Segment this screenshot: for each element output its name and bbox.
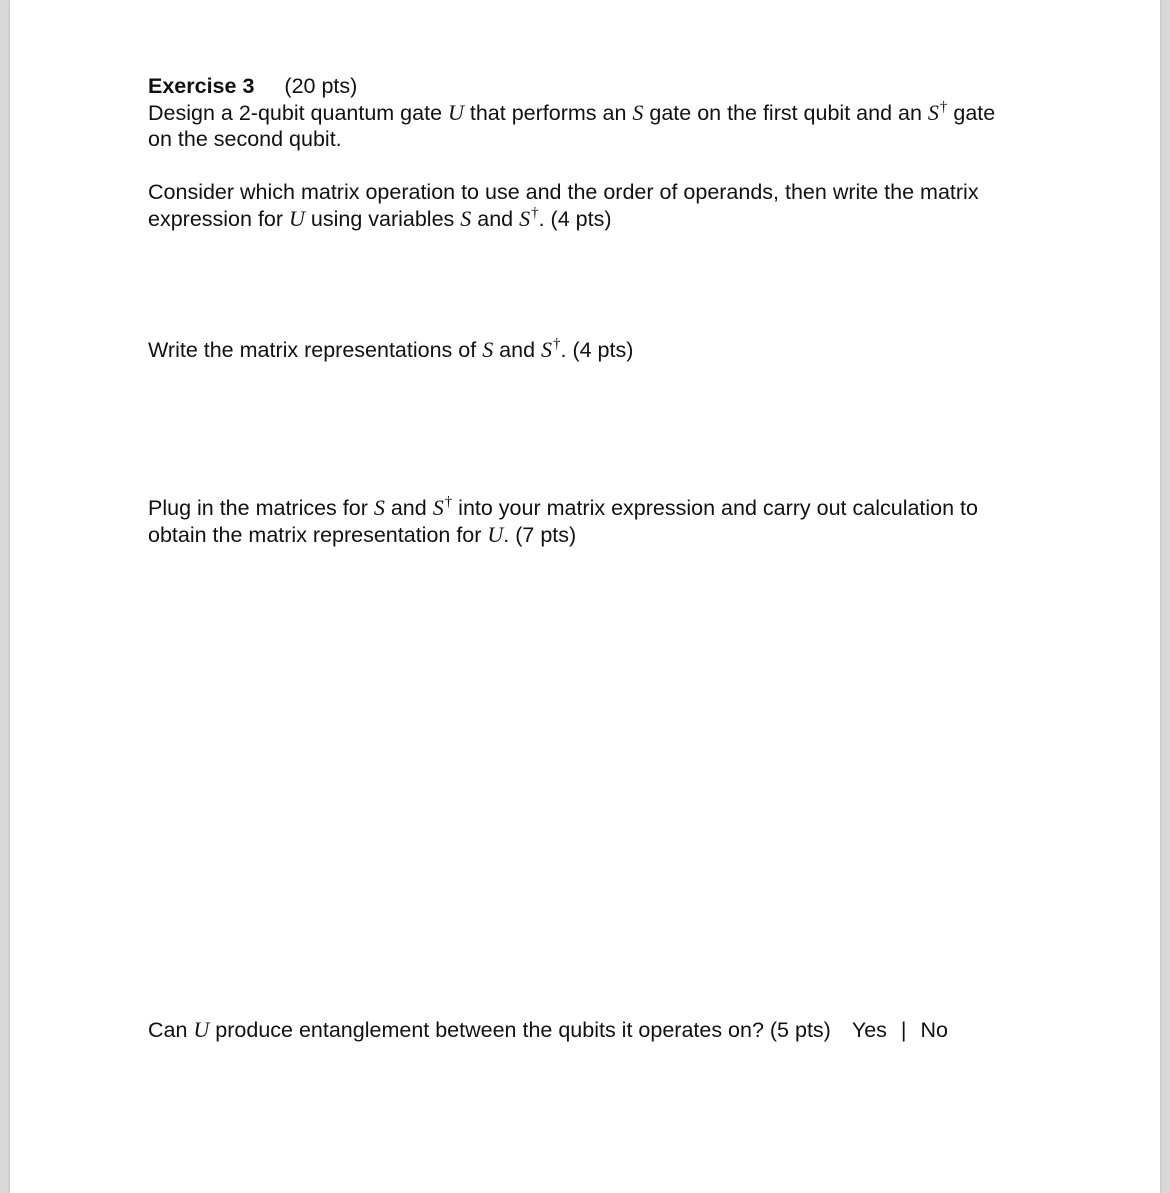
intro-text: gate on the first qubit and an (643, 100, 928, 125)
part4-text: Can (148, 1018, 194, 1042)
part1-text: . (4 pts) (538, 206, 612, 231)
part3-line-2 (148, 522, 1068, 549)
intro-text: gate (947, 100, 996, 125)
math-s: S (541, 337, 553, 362)
math-u: U (193, 1017, 210, 1042)
part1-line-1: Consider which matrix operation to use and the order of operands, then write the matrix (148, 180, 979, 204)
math-s: S (432, 495, 444, 520)
exercise-points: (20 pts) (284, 74, 358, 98)
math-s: S (482, 337, 494, 362)
intro-text: that performs an (463, 100, 633, 125)
exercise-intro (148, 73, 1068, 153)
question-part-2 (148, 337, 1068, 364)
part2-text: Write the matrix representations of (148, 338, 483, 362)
dagger-symbol: † (553, 336, 561, 352)
answer-no[interactable]: No (920, 1018, 948, 1042)
math-s: S (632, 99, 644, 125)
exercise-header (148, 73, 1068, 100)
answer-separator: | (900, 1018, 907, 1042)
part2-text: . (4 pts) (560, 338, 634, 362)
question-part-3 (148, 495, 1068, 548)
dagger-symbol: † (444, 494, 453, 510)
part2-text: and (493, 338, 542, 362)
math-s-dagger (928, 100, 948, 125)
part1-text: and (471, 206, 520, 231)
intro-line-2: on the second qubit. (148, 127, 342, 151)
dagger-symbol: † (531, 204, 539, 221)
math-u: U (289, 205, 305, 231)
question-part-1 (148, 179, 1068, 232)
part4-line-1 (148, 1017, 1068, 1044)
question-part-4 (148, 1017, 1068, 1044)
part3-text: Plug in the matrices for (148, 496, 374, 520)
intro-line-1 (148, 100, 1068, 127)
math-s: S (927, 99, 939, 125)
part4-text: produce entanglement between the qubits it operates on? (5 pts) (209, 1018, 831, 1042)
math-s: S (519, 205, 531, 231)
intro-text: Design a 2-qubit quantum gate (148, 100, 449, 125)
answer-options (852, 1018, 948, 1042)
part3-text: into your matrix expression and carry out calculation to (452, 496, 978, 520)
math-s-dagger (541, 337, 561, 362)
math-u: U (487, 521, 504, 547)
part1-text: expression for (148, 206, 290, 231)
answer-yes[interactable]: Yes (851, 1018, 887, 1042)
part3-text: obtain the matrix representation for (148, 522, 488, 547)
document-page (10, 0, 1160, 1193)
part3-text: and (384, 496, 433, 520)
math-s: S (460, 205, 472, 231)
math-s-dagger (433, 495, 453, 520)
part1-text: using variables (304, 206, 461, 231)
part2-line-1 (148, 337, 1068, 364)
dagger-symbol: † (939, 98, 948, 115)
math-s: S (373, 495, 385, 520)
math-s-dagger (519, 206, 539, 231)
part3-text: . (7 pts) (503, 522, 577, 547)
part3-line-1 (148, 495, 1068, 522)
part1-line-2 (148, 206, 1068, 233)
exercise-label: Exercise 3 (148, 74, 255, 98)
math-u: U (448, 99, 464, 125)
